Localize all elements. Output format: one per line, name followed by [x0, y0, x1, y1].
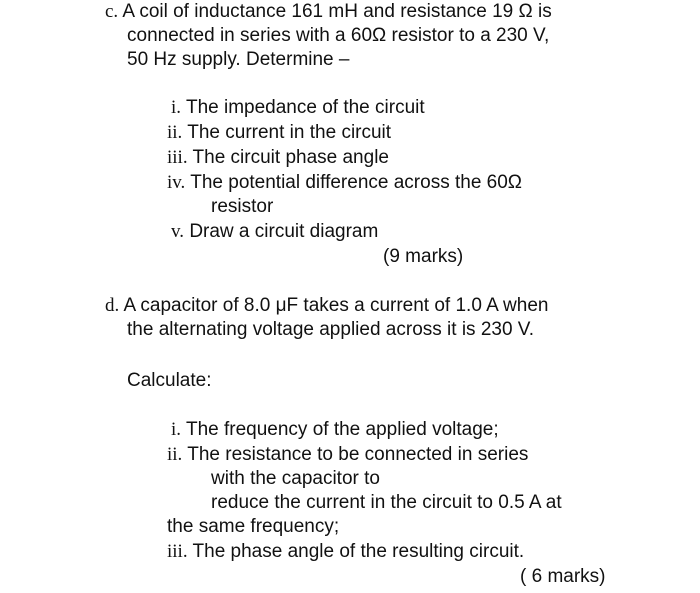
item-text: The circuit phase angle: [192, 147, 389, 168]
question-d-item-1: [171, 418, 499, 442]
question-c-item-1: [171, 96, 425, 120]
item-text: The frequency of the applied voltage;: [185, 419, 499, 440]
question-c-item-4-cont: resistor: [211, 196, 274, 217]
item-number: ii.: [167, 122, 183, 143]
item-number: ii.: [167, 444, 183, 465]
question-c-intro-1: A coil of inductance 161 mH and resistance 19 Ω is: [122, 1, 552, 22]
item-text: The potential difference across the 60Ω: [190, 172, 523, 193]
question-d-item-2-cont-1: with the capacitor to: [211, 468, 380, 489]
question-c-item-3: [167, 146, 389, 170]
item-text: The phase angle of the resulting circuit.: [192, 541, 525, 562]
question-d-marks: ( 6 marks): [520, 566, 606, 587]
question-c-item-2: [167, 121, 391, 145]
item-number: v.: [171, 221, 185, 242]
question-d-item-2-cont-2: reduce the current in the circuit to 0.5 A at: [211, 492, 562, 513]
question-d-calculate: Calculate:: [127, 370, 212, 391]
question-c-intro-3: 50 Hz supply. Determine –: [127, 49, 350, 70]
question-c-item-5: [171, 220, 378, 244]
item-text: The resistance to be connected in series: [187, 444, 529, 465]
question-c-item-4: [167, 171, 522, 195]
question-d-intro-2: the alternating voltage applied across it is 230 V.: [127, 319, 535, 340]
item-number: iii.: [167, 147, 188, 168]
question-c-line-1: [105, 0, 552, 24]
question-d-intro-1: A capacitor of 8.0 μF takes a current of 1.0 A when: [123, 295, 549, 316]
item-number: i.: [171, 97, 182, 118]
question-c-intro-2: connected in series with a 60Ω resistor to a 230 V,: [127, 25, 550, 46]
item-number: iii.: [167, 541, 188, 562]
question-c-label: c.: [105, 1, 119, 22]
question-d-label: d.: [105, 295, 120, 316]
item-text: Draw a circuit diagram: [189, 221, 379, 242]
question-c-marks: (9 marks): [383, 246, 464, 267]
item-text: The current in the circuit: [187, 122, 392, 143]
question-d-item-3: [167, 540, 524, 564]
question-d-line-1: [105, 294, 548, 318]
question-d-item-2-tail: the same frequency;: [167, 516, 340, 537]
item-number: i.: [171, 419, 182, 440]
question-d-item-2: [167, 443, 528, 467]
item-number: iv.: [167, 172, 186, 193]
item-text: The impedance of the circuit: [185, 97, 425, 118]
